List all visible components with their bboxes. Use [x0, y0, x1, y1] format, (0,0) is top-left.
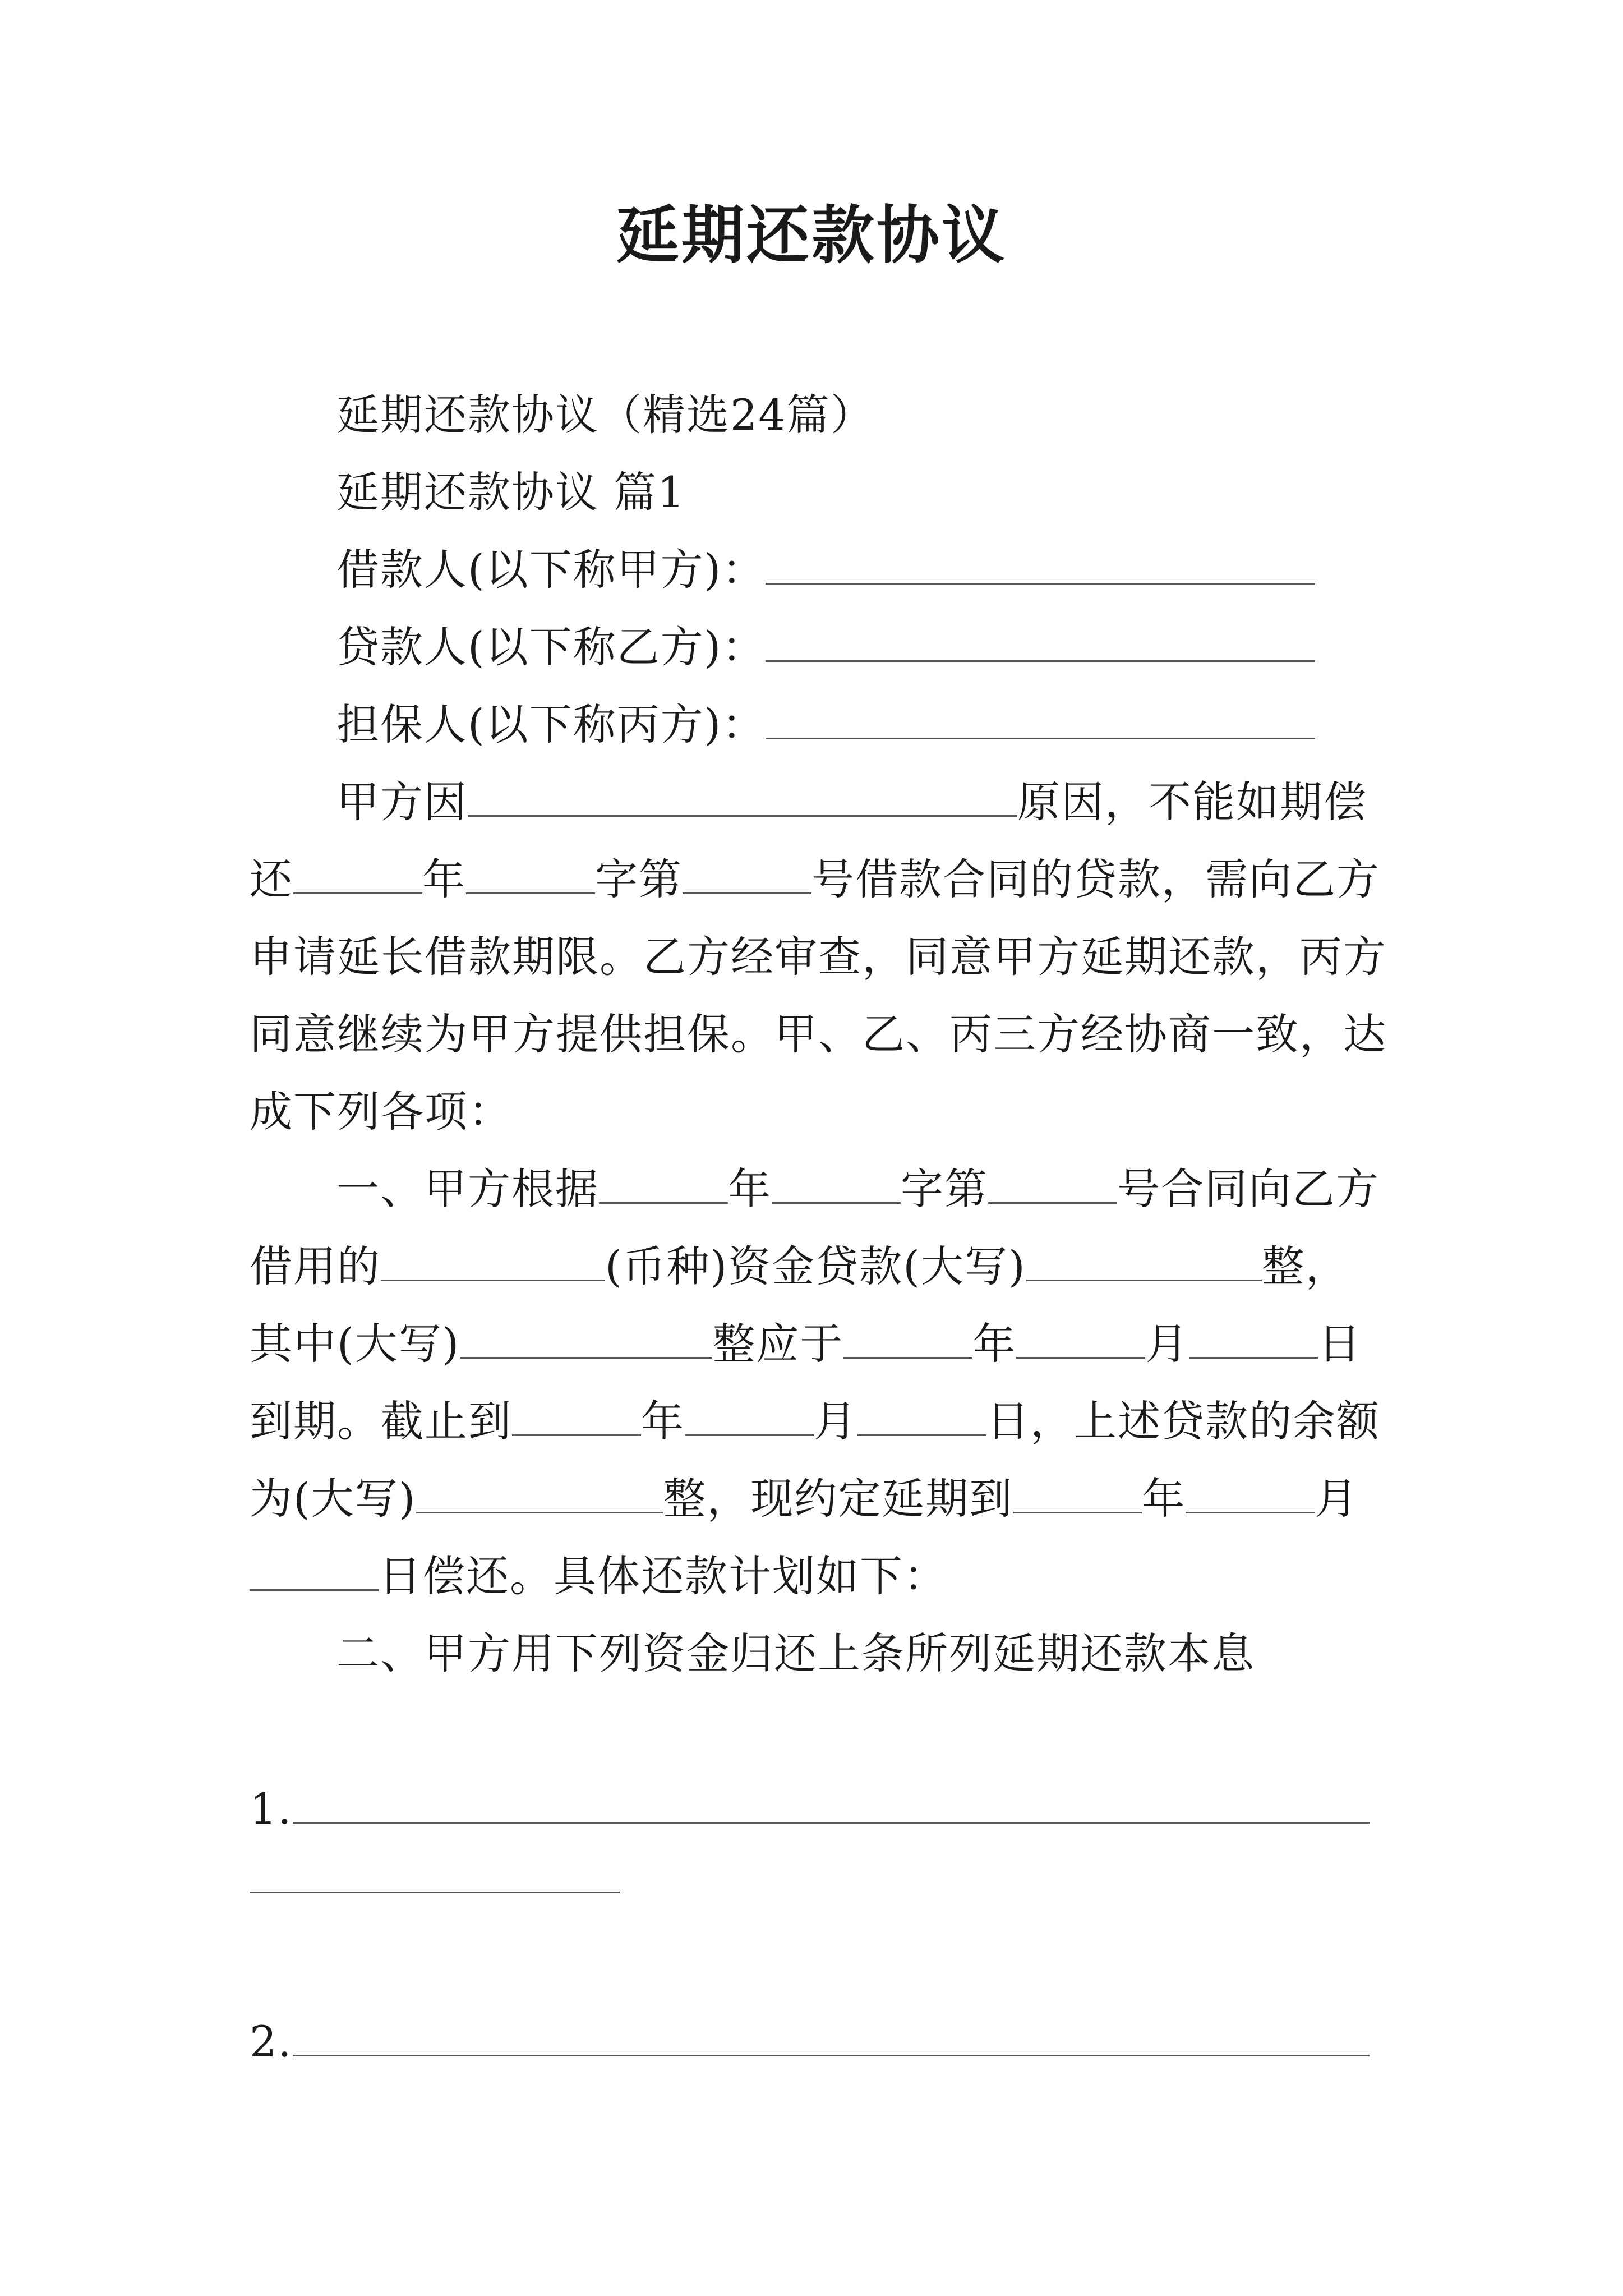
item-1-continuation-blank[interactable] [250, 1851, 620, 1893]
para2-text: 年 [972, 1319, 1017, 1369]
para3: 二、甲方用下列资金归还上条所列延期还款本息 [336, 1628, 1255, 1678]
item-2-blank[interactable] [293, 2020, 1370, 2056]
due-year-blank[interactable] [843, 1322, 972, 1359]
para1-line5: 成下列各项： [250, 1087, 512, 1137]
para1-text: 字第 [595, 854, 683, 904]
para2-line1 [336, 1161, 1380, 1217]
para1-line2 [250, 852, 1380, 908]
para2-text: 日，上述贷款的余额 [986, 1396, 1380, 1446]
para2-text: 一、甲方根据 [336, 1164, 599, 1214]
contract-year-blank[interactable] [293, 858, 422, 894]
para1-text: 年 [422, 854, 466, 904]
para2-text: 到期。截止到 [250, 1396, 512, 1446]
para2-text: 其中(大写) [250, 1319, 460, 1369]
para2-text: 年 [728, 1164, 772, 1214]
para2-line2 [250, 1239, 1349, 1295]
due-day-blank[interactable] [1189, 1322, 1318, 1359]
para1-text: 还 [250, 854, 293, 904]
party-lender-label: 贷款人(以下称乙方)： [336, 622, 766, 672]
para1-text: 号借款合同的贷款，需向乙方 [811, 854, 1380, 904]
party-guarantor-label: 担保人(以下称丙方)： [336, 700, 766, 749]
para2-text: 年 [1142, 1474, 1186, 1524]
para2-text: 字第 [901, 1164, 988, 1214]
para2-text: 整应于 [712, 1319, 844, 1369]
loan-amount-blank[interactable] [1026, 1245, 1262, 1281]
party-lender-blank[interactable] [766, 625, 1315, 662]
para1-line3: 申请延长借款期限。乙方经审查，同意甲方延期还款，丙方 [250, 932, 1387, 982]
contract-prefix-blank[interactable] [772, 1167, 901, 1204]
section-heading: 延期还款协议 篇1 [336, 467, 686, 517]
due-month-blank[interactable] [1016, 1322, 1145, 1359]
para2-line4 [250, 1393, 1380, 1450]
party-borrower [336, 542, 1315, 598]
para2-line5 [250, 1471, 1358, 1527]
para1-line1 [336, 774, 1367, 830]
party-lender [336, 619, 1315, 675]
contract-number-blank[interactable] [683, 858, 811, 894]
para1-line4: 同意继续为甲方提供担保。甲、乙、丙三方经协商一致，达 [250, 1009, 1387, 1059]
para2-text: 日 [1318, 1319, 1362, 1369]
para2-line3 [250, 1316, 1362, 1372]
para2-line6 [250, 1548, 947, 1604]
para2-text: 月 [1315, 1474, 1359, 1524]
para2-text: 整， [1261, 1241, 1349, 1291]
cutoff-month-blank[interactable] [685, 1400, 814, 1436]
cutoff-year-blank[interactable] [512, 1400, 641, 1436]
cutoff-day-blank[interactable] [857, 1400, 986, 1436]
party-guarantor [336, 697, 1315, 753]
party-borrower-label: 借款人(以下称甲方)： [336, 545, 766, 595]
para2-text: 年 [641, 1396, 685, 1446]
para2-text: (币种)资金贷款(大写) [605, 1241, 1026, 1291]
party-guarantor-blank[interactable] [766, 703, 1315, 739]
document-subtitle: 延期还款协议（精选24篇） [336, 390, 874, 440]
document-title: 延期还款协议 [616, 199, 1007, 272]
due-amount-blank[interactable] [460, 1322, 712, 1359]
para2-text: 号合同向乙方 [1117, 1164, 1380, 1214]
balance-amount-blank[interactable] [416, 1477, 663, 1513]
item-2 [250, 2014, 1370, 2070]
para2-text: 月 [814, 1396, 857, 1446]
currency-blank[interactable] [381, 1245, 605, 1281]
para1-text: 原因，不能如期偿 [1017, 777, 1367, 827]
para2-text: 整，现约定延期到 [663, 1474, 1013, 1524]
para2-text: 日偿还。具体还款计划如下： [379, 1551, 947, 1601]
para2-text: 为(大写) [250, 1474, 417, 1524]
item-1-blank[interactable] [293, 1787, 1370, 1824]
para2-text: 借用的 [250, 1241, 381, 1291]
item-number: 1. [250, 1784, 293, 1834]
item-1 [250, 1781, 1370, 1837]
para1-text: 甲方因 [336, 777, 468, 827]
extend-year-blank[interactable] [1013, 1477, 1142, 1513]
reason-blank[interactable] [468, 780, 1017, 817]
extend-month-blank[interactable] [1186, 1477, 1315, 1513]
party-borrower-blank[interactable] [766, 548, 1315, 585]
item-number: 2. [250, 2017, 293, 2067]
extend-day-blank[interactable] [250, 1554, 379, 1591]
contract-year-blank[interactable] [599, 1167, 728, 1204]
contract-number-blank[interactable] [988, 1167, 1117, 1204]
para2-text: 月 [1145, 1319, 1189, 1369]
contract-prefix-blank[interactable] [466, 858, 595, 894]
